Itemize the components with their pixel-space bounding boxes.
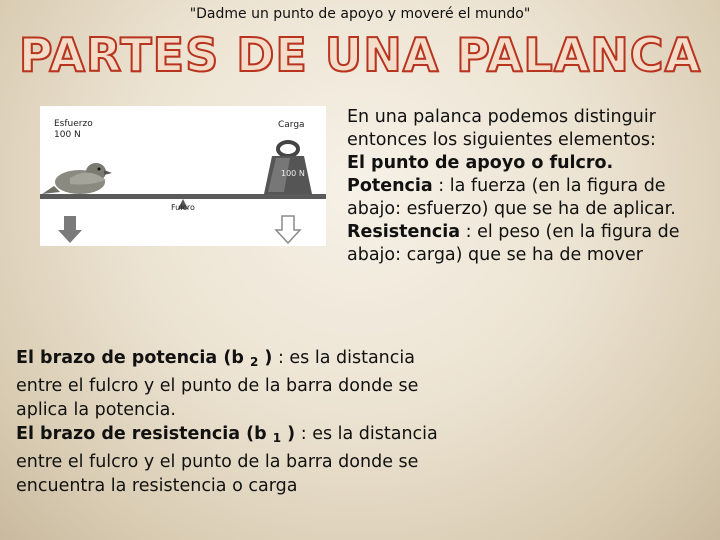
load-label: Carga (278, 120, 305, 130)
effort-label: Esfuerzo (54, 119, 93, 129)
effort-value: 100 N (54, 130, 81, 140)
brazo-potencia-term: El brazo de potencia (b (16, 348, 250, 368)
brazo-resistencia-definition: : es la distancia entre el fulcro y el punto de la barra donde se encuentra la resistencia o carga (16, 424, 438, 496)
intro-text (347, 106, 717, 267)
brazo-potencia-subscript: 2 (249, 355, 259, 369)
potencia-definition: : la fuerza (en la figura de abajo: esfuerzo) que se ha de aplicar. (347, 176, 676, 219)
lever-bar (40, 194, 326, 199)
brazo-resistencia-close: ) (281, 424, 296, 444)
potencia-term: Potencia (347, 176, 433, 196)
brazo-resistencia-term: El brazo de resistencia (b (16, 424, 273, 444)
load-value: 100 N (281, 169, 305, 178)
resistencia-term: Resistencia (347, 222, 461, 242)
down-arrow-icon (58, 216, 82, 243)
down-arrow-outline-icon (276, 216, 300, 243)
fulcro-definition: El punto de apoyo o fulcro. (347, 153, 614, 173)
page-title: PARTES DE UNA PALANCA (18, 28, 702, 82)
lever-arms-text (16, 346, 456, 498)
weight-icon (264, 142, 312, 194)
brazo-resistencia-subscript: 1 (272, 431, 282, 445)
lever-figure (40, 106, 326, 246)
intro-line: En una palanca podemos distinguir entonces los siguientes elementos: (347, 107, 656, 150)
brazo-potencia-definition: : es la distancia entre el fulcro y el punto de la barra donde se aplica la potencia. (16, 348, 419, 420)
fulcrum-label: Fulcro (171, 203, 195, 212)
quote-heading: "Dadme un punto de apoyo y moveré el mundo" (189, 6, 531, 22)
brazo-potencia-close: ) (258, 348, 273, 368)
resistencia-definition: : el peso (en la figura de abajo: carga) que se ha de mover (347, 222, 680, 265)
bird-icon (42, 163, 112, 194)
